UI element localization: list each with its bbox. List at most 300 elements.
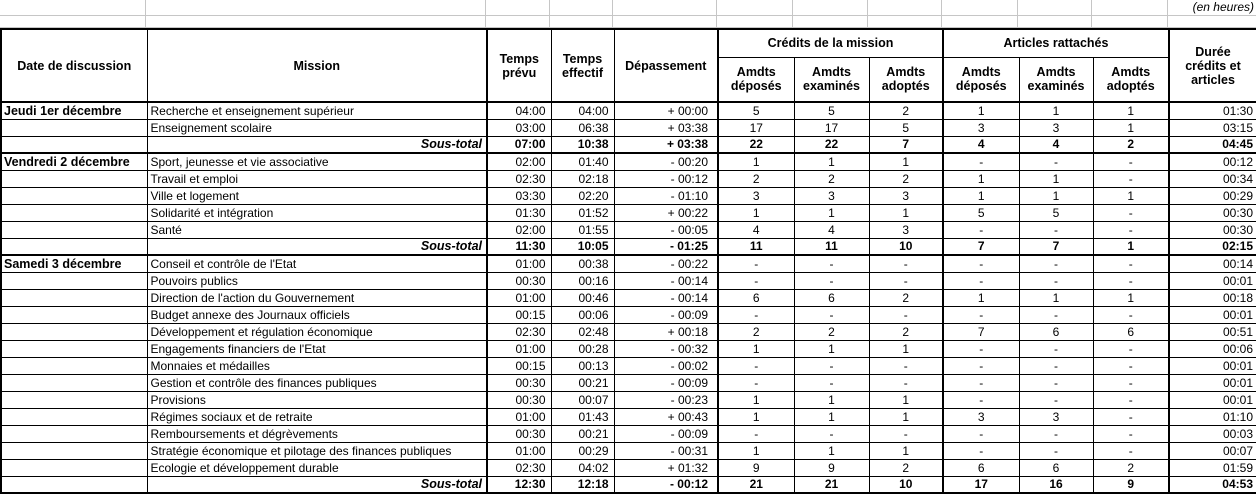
articles-amdts-cell: 6 [943, 459, 1019, 476]
grid-cell [793, 16, 868, 28]
articles-amdts-cell: 3 [943, 119, 1019, 136]
grid-cell [942, 16, 1018, 28]
grid-cell [942, 0, 1018, 16]
table-header [1, 29, 1256, 102]
credits-amdts-cell: 1 [869, 340, 943, 357]
temps-effectif-cell: 02:18 [551, 170, 614, 187]
credits-amdts-cell: 2 [718, 170, 794, 187]
col-header-date: Date de discussion [1, 29, 147, 102]
mission-cell: Remboursements et dégrèvements [147, 425, 487, 442]
mission-row [1, 323, 1256, 340]
credits-amdts-cell: 9 [794, 459, 869, 476]
articles-amdts-cell: 16 [1019, 476, 1093, 493]
temps-prevu-cell: 04:00 [487, 102, 551, 119]
articles-amdts-cell: - [943, 425, 1019, 442]
group-header-credits-mission: Crédits de la mission [718, 29, 943, 57]
articles-amdts-cell: 4 [1019, 136, 1093, 153]
grid-cell [0, 16, 146, 28]
credits-amdts-cell: - [869, 272, 943, 289]
duree-cell: 00:06 [1169, 340, 1256, 357]
duree-cell: 00:07 [1169, 442, 1256, 459]
depassement-cell: + 03:38 [614, 119, 718, 136]
articles-amdts-cell: - [1093, 153, 1169, 170]
articles-amdts-cell: - [1093, 221, 1169, 238]
depassement-cell: - 00:32 [614, 340, 718, 357]
credits-amdts-cell: 22 [718, 136, 794, 153]
articles-amdts-cell: 9 [1093, 476, 1169, 493]
date-cell [1, 425, 147, 442]
credits-amdts-cell: 10 [869, 476, 943, 493]
articles-amdts-cell: - [1019, 255, 1093, 272]
subtotal-label: Sous-total [147, 136, 487, 153]
credits-amdts-cell: 5 [718, 102, 794, 119]
date-cell [1, 119, 147, 136]
temps-effectif-cell: 00:16 [551, 272, 614, 289]
articles-amdts-cell: - [1019, 340, 1093, 357]
temps-effectif-cell: 10:05 [551, 238, 614, 255]
grid-cell [1168, 0, 1256, 16]
duree-cell: 00:34 [1169, 170, 1256, 187]
credits-amdts-cell: 3 [718, 187, 794, 204]
credits-amdts-cell: - [718, 272, 794, 289]
col-header-ar-amdts-deposes: Amdts déposés [943, 57, 1019, 102]
credits-amdts-cell: - [718, 306, 794, 323]
temps-prevu-cell: 01:00 [487, 442, 551, 459]
duree-cell: 04:45 [1169, 136, 1256, 153]
date-cell [1, 272, 147, 289]
credits-amdts-cell: 1 [718, 340, 794, 357]
credits-amdts-cell: - [794, 306, 869, 323]
temps-prevu-cell: 00:30 [487, 425, 551, 442]
articles-amdts-cell: - [943, 272, 1019, 289]
temps-prevu-cell: 11:30 [487, 238, 551, 255]
credits-amdts-cell: - [794, 357, 869, 374]
schedule-table [0, 28, 1256, 494]
temps-effectif-cell: 00:46 [551, 289, 614, 306]
depassement-cell: + 00:00 [614, 102, 718, 119]
credits-amdts-cell: 1 [718, 391, 794, 408]
depassement-cell: - 00:20 [614, 153, 718, 170]
mission-row [1, 221, 1256, 238]
grid-cell [613, 16, 717, 28]
col-header-ar-amdts-examines: Amdts examinés [1019, 57, 1093, 102]
subtotal-row [1, 476, 1256, 493]
articles-amdts-cell: - [1019, 357, 1093, 374]
grid-cell [146, 16, 486, 28]
articles-amdts-cell: - [1019, 425, 1093, 442]
articles-amdts-cell: - [1093, 442, 1169, 459]
articles-amdts-cell: 3 [1019, 408, 1093, 425]
date-cell: Vendredi 2 décembre [1, 153, 147, 170]
mission-cell: Santé [147, 221, 487, 238]
col-header-cm-amdts-examines: Amdts examinés [794, 57, 869, 102]
duree-cell: 00:01 [1169, 374, 1256, 391]
temps-prevu-cell: 02:00 [487, 221, 551, 238]
grid-cell [717, 0, 793, 16]
mission-cell: Recherche et enseignement supérieur [147, 102, 487, 119]
credits-amdts-cell: 1 [869, 204, 943, 221]
col-header-cm-amdts-adoptes: Amdts adoptés [869, 57, 943, 102]
depassement-cell: - 00:02 [614, 357, 718, 374]
articles-amdts-cell: - [943, 340, 1019, 357]
credits-amdts-cell: - [718, 357, 794, 374]
credits-amdts-cell: 1 [794, 153, 869, 170]
grid-cell [793, 0, 868, 16]
credits-amdts-cell: 3 [869, 221, 943, 238]
mission-row [1, 391, 1256, 408]
table-body [1, 102, 1256, 493]
articles-amdts-cell: - [1093, 391, 1169, 408]
top-strip [0, 0, 1256, 28]
mission-cell: Solidarité et intégration [147, 204, 487, 221]
grid-cell [486, 0, 550, 16]
col-header-ar-amdts-adoptes: Amdts adoptés [1093, 57, 1169, 102]
depassement-cell: + 00:18 [614, 323, 718, 340]
date-cell [1, 306, 147, 323]
temps-prevu-cell: 01:00 [487, 289, 551, 306]
subtotal-label: Sous-total [147, 238, 487, 255]
articles-amdts-cell: 1 [1019, 187, 1093, 204]
credits-amdts-cell: 1 [794, 204, 869, 221]
duree-cell: 00:01 [1169, 391, 1256, 408]
articles-amdts-cell: - [943, 357, 1019, 374]
temps-effectif-cell: 00:06 [551, 306, 614, 323]
temps-effectif-cell: 02:20 [551, 187, 614, 204]
articles-amdts-cell: - [1019, 306, 1093, 323]
duree-cell: 00:14 [1169, 255, 1256, 272]
date-cell [1, 408, 147, 425]
depassement-cell: - 00:14 [614, 272, 718, 289]
articles-amdts-cell: 3 [1019, 119, 1093, 136]
duree-cell: 00:30 [1169, 221, 1256, 238]
mission-cell: Travail et emploi [147, 170, 487, 187]
articles-amdts-cell: 3 [943, 408, 1019, 425]
duree-cell: 04:53 [1169, 476, 1256, 493]
articles-amdts-cell: - [1019, 221, 1093, 238]
duree-cell: 00:29 [1169, 187, 1256, 204]
depassement-cell: - 00:05 [614, 221, 718, 238]
grid-cell [1092, 16, 1168, 28]
temps-effectif-cell: 02:48 [551, 323, 614, 340]
credits-amdts-cell: 1 [718, 408, 794, 425]
temps-effectif-cell: 01:40 [551, 153, 614, 170]
temps-effectif-cell: 01:55 [551, 221, 614, 238]
credits-amdts-cell: 11 [794, 238, 869, 255]
date-cell [1, 340, 147, 357]
mission-row [1, 425, 1256, 442]
articles-amdts-cell: 1 [1019, 289, 1093, 306]
credits-amdts-cell: 3 [869, 187, 943, 204]
depassement-cell: - 00:31 [614, 442, 718, 459]
mission-row [1, 119, 1256, 136]
credits-amdts-cell: - [794, 272, 869, 289]
grid-cell [0, 0, 146, 16]
credits-amdts-cell: 1 [869, 408, 943, 425]
date-cell [1, 238, 147, 255]
articles-amdts-cell: - [1019, 391, 1093, 408]
temps-prevu-cell: 07:00 [487, 136, 551, 153]
articles-amdts-cell: 7 [943, 238, 1019, 255]
temps-prevu-cell: 00:15 [487, 306, 551, 323]
credits-amdts-cell: - [869, 425, 943, 442]
mission-cell: Monnaies et médailles [147, 357, 487, 374]
articles-amdts-cell: - [1093, 408, 1169, 425]
depassement-cell: - 00:12 [614, 170, 718, 187]
mission-cell: Ville et logement [147, 187, 487, 204]
temps-prevu-cell: 03:00 [487, 119, 551, 136]
articles-amdts-cell: 2 [1093, 459, 1169, 476]
articles-amdts-cell: 1 [1093, 119, 1169, 136]
articles-amdts-cell: 1 [943, 187, 1019, 204]
duree-cell: 00:12 [1169, 153, 1256, 170]
duree-cell: 00:30 [1169, 204, 1256, 221]
credits-amdts-cell: - [794, 374, 869, 391]
articles-amdts-cell: - [943, 255, 1019, 272]
temps-prevu-cell: 00:30 [487, 391, 551, 408]
credits-amdts-cell: 22 [794, 136, 869, 153]
credits-amdts-cell: - [869, 357, 943, 374]
temps-prevu-cell: 00:30 [487, 272, 551, 289]
credits-amdts-cell: 3 [794, 187, 869, 204]
articles-amdts-cell: - [1019, 442, 1093, 459]
duree-cell: 01:30 [1169, 102, 1256, 119]
credits-amdts-cell: 2 [869, 102, 943, 119]
articles-amdts-cell: 7 [1019, 238, 1093, 255]
mission-row [1, 102, 1256, 119]
temps-prevu-cell: 02:30 [487, 459, 551, 476]
credits-amdts-cell: 1 [869, 153, 943, 170]
duree-cell: 00:01 [1169, 357, 1256, 374]
depassement-cell: - 00:22 [614, 255, 718, 272]
date-cell [1, 476, 147, 493]
temps-prevu-cell: 01:00 [487, 408, 551, 425]
mission-cell: Gestion et contrôle des finances publiques [147, 374, 487, 391]
mission-cell: Provisions [147, 391, 487, 408]
depassement-cell: + 00:22 [614, 204, 718, 221]
articles-amdts-cell: - [1093, 425, 1169, 442]
date-cell [1, 170, 147, 187]
mission-row [1, 374, 1256, 391]
credits-amdts-cell: - [869, 306, 943, 323]
temps-effectif-cell: 04:02 [551, 459, 614, 476]
date-cell [1, 442, 147, 459]
credits-amdts-cell: 2 [794, 323, 869, 340]
col-header-depassement: Dépassement [614, 29, 718, 102]
temps-prevu-cell: 02:30 [487, 170, 551, 187]
temps-effectif-cell: 00:21 [551, 425, 614, 442]
credits-amdts-cell: 5 [794, 102, 869, 119]
articles-amdts-cell: - [1019, 272, 1093, 289]
articles-amdts-cell: 1 [943, 170, 1019, 187]
mission-cell: Conseil et contrôle de l'Etat [147, 255, 487, 272]
temps-prevu-cell: 02:30 [487, 323, 551, 340]
articles-amdts-cell: 1 [1093, 289, 1169, 306]
unit-note: (en heures) [1192, 0, 1254, 14]
depassement-cell: - 00:23 [614, 391, 718, 408]
date-cell [1, 187, 147, 204]
articles-amdts-cell: 2 [1093, 136, 1169, 153]
mission-cell: Ecologie et développement durable [147, 459, 487, 476]
articles-amdts-cell: - [1093, 340, 1169, 357]
mission-row [1, 357, 1256, 374]
credits-amdts-cell: - [718, 425, 794, 442]
articles-amdts-cell: - [1093, 272, 1169, 289]
depassement-cell: - 00:12 [614, 476, 718, 493]
subtotal-row [1, 136, 1256, 153]
articles-amdts-cell: 1 [1093, 238, 1169, 255]
credits-amdts-cell: - [718, 374, 794, 391]
col-header-temps-effectif: Temps effectif [551, 29, 614, 102]
mission-cell: Direction de l'action du Gouvernement [147, 289, 487, 306]
credits-amdts-cell: 9 [718, 459, 794, 476]
grid-cell [146, 0, 486, 16]
col-header-duree: Durée crédits et articles [1169, 29, 1256, 102]
articles-amdts-cell: - [943, 442, 1019, 459]
mission-cell: Régimes sociaux et de retraite [147, 408, 487, 425]
credits-amdts-cell: 2 [869, 170, 943, 187]
strip-row [0, 0, 1256, 16]
credits-amdts-cell: 2 [869, 323, 943, 340]
date-cell [1, 289, 147, 306]
depassement-cell: - 00:09 [614, 425, 718, 442]
temps-effectif-cell: 00:38 [551, 255, 614, 272]
duree-cell: 00:01 [1169, 306, 1256, 323]
credits-amdts-cell: 1 [794, 391, 869, 408]
credits-amdts-cell: 11 [718, 238, 794, 255]
mission-row [1, 170, 1256, 187]
mission-row [1, 204, 1256, 221]
mission-cell: Enseignement scolaire [147, 119, 487, 136]
grid-cell [613, 0, 717, 16]
date-cell [1, 374, 147, 391]
mission-cell: Développement et régulation économique [147, 323, 487, 340]
articles-amdts-cell: - [1019, 374, 1093, 391]
strip-row [0, 16, 1256, 28]
credits-amdts-cell: 1 [794, 340, 869, 357]
credits-amdts-cell: 7 [869, 136, 943, 153]
temps-prevu-cell: 02:00 [487, 153, 551, 170]
temps-effectif-cell: 00:21 [551, 374, 614, 391]
temps-effectif-cell: 00:07 [551, 391, 614, 408]
duree-cell: 00:51 [1169, 323, 1256, 340]
date-cell [1, 221, 147, 238]
temps-effectif-cell: 10:38 [551, 136, 614, 153]
subtotal-label: Sous-total [147, 476, 487, 493]
credits-amdts-cell: 1 [718, 153, 794, 170]
temps-prevu-cell: 01:00 [487, 340, 551, 357]
articles-amdts-cell: - [943, 374, 1019, 391]
credits-amdts-cell: 1 [869, 442, 943, 459]
depassement-cell: + 03:38 [614, 136, 718, 153]
depassement-cell: + 01:32 [614, 459, 718, 476]
credits-amdts-cell: 21 [718, 476, 794, 493]
temps-effectif-cell: 12:18 [551, 476, 614, 493]
grid-cell [868, 16, 942, 28]
articles-amdts-cell: 17 [943, 476, 1019, 493]
articles-amdts-cell: - [1093, 357, 1169, 374]
mission-row [1, 442, 1256, 459]
articles-amdts-cell: 1 [943, 102, 1019, 119]
articles-amdts-cell: 1 [943, 289, 1019, 306]
articles-amdts-cell: - [943, 306, 1019, 323]
articles-amdts-cell: - [1093, 255, 1169, 272]
date-cell: Samedi 3 décembre [1, 255, 147, 272]
grid-cell [1092, 0, 1168, 16]
temps-effectif-cell: 00:29 [551, 442, 614, 459]
duree-cell: 03:15 [1169, 119, 1256, 136]
duree-cell: 01:59 [1169, 459, 1256, 476]
mission-cell: Engagements financiers de l'Etat [147, 340, 487, 357]
articles-amdts-cell: 1 [1019, 170, 1093, 187]
articles-amdts-cell: 1 [1093, 187, 1169, 204]
credits-amdts-cell: - [794, 425, 869, 442]
date-cell [1, 204, 147, 221]
credits-amdts-cell: 1 [794, 442, 869, 459]
articles-amdts-cell: 7 [943, 323, 1019, 340]
temps-effectif-cell: 01:43 [551, 408, 614, 425]
mission-row [1, 340, 1256, 357]
credits-amdts-cell: 10 [869, 238, 943, 255]
mission-row [1, 459, 1256, 476]
credits-amdts-cell: - [718, 255, 794, 272]
articles-amdts-cell: - [1093, 170, 1169, 187]
credits-amdts-cell: 2 [794, 170, 869, 187]
temps-effectif-cell: 00:28 [551, 340, 614, 357]
credits-amdts-cell: - [794, 255, 869, 272]
credits-amdts-cell: 1 [869, 391, 943, 408]
mission-row [1, 255, 1256, 272]
credits-amdts-cell: 17 [718, 119, 794, 136]
articles-amdts-cell: - [1093, 204, 1169, 221]
temps-prevu-cell: 00:15 [487, 357, 551, 374]
subtotal-row [1, 238, 1256, 255]
col-header-cm-amdts-deposes: Amdts déposés [718, 57, 794, 102]
credits-amdts-cell: 6 [794, 289, 869, 306]
depassement-cell: - 00:09 [614, 374, 718, 391]
depassement-cell: - 00:09 [614, 306, 718, 323]
credits-amdts-cell: 1 [718, 204, 794, 221]
articles-amdts-cell: - [1019, 153, 1093, 170]
articles-amdts-cell: 6 [1019, 459, 1093, 476]
mission-cell: Sport, jeunesse et vie associative [147, 153, 487, 170]
date-cell [1, 459, 147, 476]
credits-amdts-cell: 1 [718, 442, 794, 459]
grid-cell [486, 16, 550, 28]
temps-effectif-cell: 06:38 [551, 119, 614, 136]
grid-cell [1168, 16, 1256, 28]
date-cell [1, 136, 147, 153]
articles-amdts-cell: - [1093, 306, 1169, 323]
mission-row [1, 408, 1256, 425]
mission-row [1, 272, 1256, 289]
duree-cell: 00:03 [1169, 425, 1256, 442]
mission-cell: Stratégie économique et pilotage des finances publiques [147, 442, 487, 459]
duree-cell: 02:15 [1169, 238, 1256, 255]
mission-cell: Budget annexe des Journaux officiels [147, 306, 487, 323]
depassement-cell: - 00:14 [614, 289, 718, 306]
credits-amdts-cell: 4 [794, 221, 869, 238]
temps-prevu-cell: 01:30 [487, 204, 551, 221]
credits-amdts-cell: 17 [794, 119, 869, 136]
date-cell: Jeudi 1er décembre [1, 102, 147, 119]
credits-amdts-cell: 2 [718, 323, 794, 340]
mission-row [1, 153, 1256, 170]
grid-cell [717, 16, 793, 28]
duree-cell: 00:01 [1169, 272, 1256, 289]
grid-cell [550, 0, 613, 16]
temps-prevu-cell: 03:30 [487, 187, 551, 204]
grid-cell [868, 0, 942, 16]
